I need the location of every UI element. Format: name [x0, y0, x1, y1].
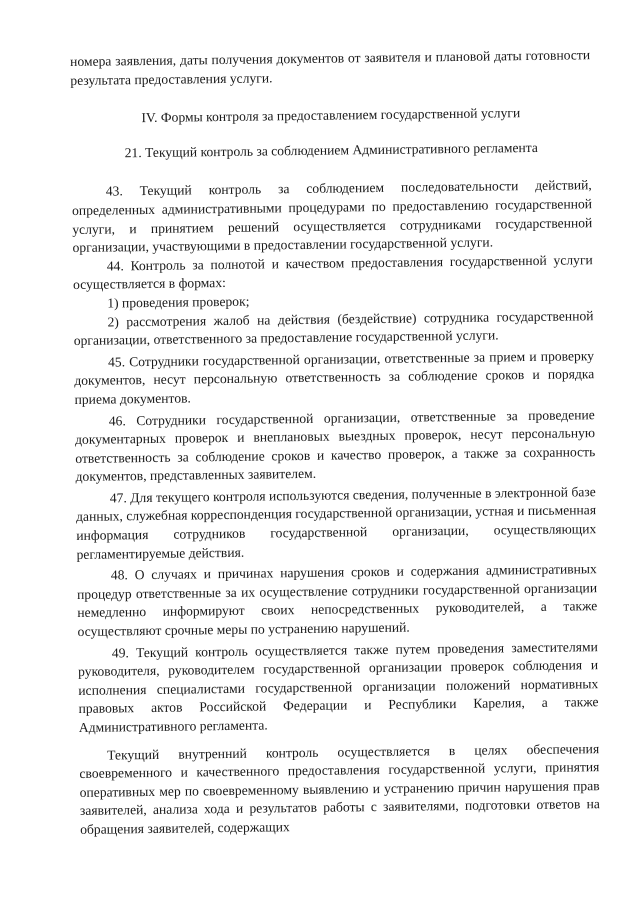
paragraph-47: 47. Для текущего контроля используются сведения, полученные в электронной базе данных, служебная корреспонденция государственной организации, устная и письменная информация сотрудников государственной организации, осуществляющих регламентируемые действия.: [75, 484, 597, 562]
section-title: IV. Формы контроля за предоставлением государственной услуги: [141, 105, 521, 126]
list-item-1: 1) проведения проверок;: [107, 293, 250, 311]
paragraph-49: 49. Текущий контроль осуществляется также путем проведения заместителями руководителя, руководителем государственной организации проверок соблюдения и исполнения специалистами государственной организации положений нормативных правовых актов Российской Федерации и Республики Карелия, а также Административного регламента.: [78, 638, 599, 735]
paragraph-44: 44. Контроль за полнотой и качеством предоставления государственной услуги осуществляется в формах:: [72, 251, 593, 293]
page-content: [70, 46, 600, 839]
internal-control-paragraph: Текущий внутренний контроль осуществляется в целях обеспечения своевременного и качественного предоставления государственной услуги, принятия оперативных мер по своевременному выявлению и устранению причин нарушения прав заявителей, анализа хода и результатов работы с заявителями, подготовки ответов на обращения заявителей, содержащих: [79, 740, 600, 837]
subsection-title: 21. Текущий контроль за соблюдением Административного регламента: [124, 139, 538, 161]
paragraph-48: 48. О случаях и причинах нарушения сроков и содержания административных процедур ответственные за их осуществление сотрудники государственной организации немедленно информируют своих непосредственных руководителей, а также осуществляют срочные меры по устранению нарушений.: [76, 561, 598, 639]
lead-paragraph: номера заявления, даты получения документов от заявителя и плановой даты готовности результата предоставления услуги.: [70, 47, 591, 88]
paragraph-46: 46. Сотрудники государственной организации, ответственные за проведение документарных проверок и внеплановых выездных проверок, несут персональную ответственность за соблюдение сроков и качество проверок, а также за сохранность документов, представленных заявителем.: [74, 406, 596, 485]
list-item-2: 2) рассмотрения жалоб на действия (бездействие) сотрудника государственной организации, ответственного за предоставление государственной услуги.: [73, 307, 594, 349]
paragraph-43: 43. Текущий контроль за соблюдением последовательности действий, определенных административными процедурами по предоставлению государственной услуги, и принятием решений осуществляется сотрудниками государственной организации, участвующими в предоставлении государственной услуги.: [71, 177, 593, 256]
paragraph-45: 45. Сотрудники государственной организации, ответственные за прием и проверку документов, несут персональную ответственность за соблюдение сроков и порядка приема документов.: [74, 347, 595, 407]
